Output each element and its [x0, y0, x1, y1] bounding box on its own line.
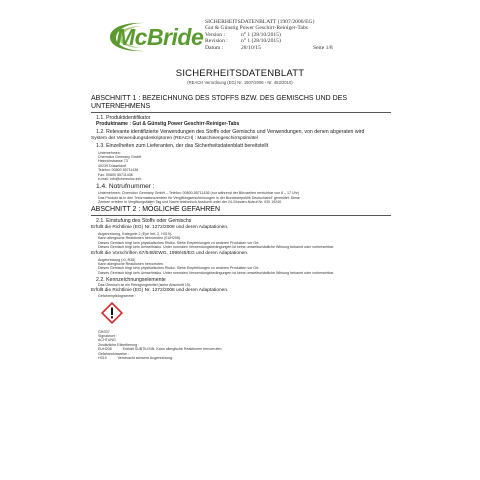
classification-line: Dieses Gemisch birgt kein physikalisches Risiko. Siehe Empfehlungen zu anderen Produkten vor Ort.	[98, 266, 260, 271]
classification-line: Kann allergische Reaktionen hervorrufen.	[98, 261, 165, 266]
extra-labeling-label: Zusätzliche Etikettierung :	[98, 342, 140, 347]
document-header	[205, 19, 333, 51]
subsection-1-4: 1.4. Notrufnummer :	[96, 182, 155, 190]
subsection-2-1: 2.1. Einstufung des Stoffs oder Gemischs	[96, 217, 192, 224]
classification-line: Augenreizung, Kategorie 2 (Eye Irrit. 2, H319).	[98, 231, 172, 236]
label-elements-note: Das Gemisch ist ein Reinigungsmittel (siehe Abschnitt 15).	[98, 282, 192, 287]
clp-regulation-heading-2: Erfüllt die Richtlinie (EG) Nr. 1272/2008 und deren Adaptationen.	[91, 288, 229, 294]
dsd-regulation-heading: Erfüllt die Vorschriften 67/548/EWG, 1999/45/EG und deren Adaptationen.	[91, 250, 249, 256]
document-body	[91, 94, 391, 360]
document-subtitle: (REACH Verordnung (EG) Nr. 1907/2006 - Nr. 453/2010)	[187, 80, 293, 85]
revision-label: Revision :	[205, 38, 228, 45]
emergency-block	[98, 191, 391, 204]
subsection-1-3: 1.3. Einzelheiten zum Lieferanten, der das Sicherheitsdatenblatt bereitstellt	[96, 143, 269, 150]
emergency-line: Das Produkt ist in den "Informationszentren für Vergiftungserscheinungen in der Bundesrepublik Deutschland" gemeldet. Diese	[98, 195, 300, 200]
classification-line: Dieses Gemisch birgt kein Umweltrisiko. Unter normalen Verwendungsbedingungen ist keine umweltschädliche Wirkung bekannt oder vorhersehbar.	[98, 245, 335, 250]
classification-line: Dieses Gemisch birgt kein Umweltrisiko. Unter normalen Verwendungsbedingungen ist keine umweltschädliche Wirkung bekannt oder vorhersehbar.	[98, 270, 335, 275]
classification-line: Augenreizung (Xi, R36)	[98, 257, 136, 262]
hazard-statements-label: Gefahrenhinweise :	[98, 351, 129, 356]
clp-classification	[98, 232, 391, 250]
date-value: 28/10/15	[241, 44, 261, 51]
supplier-line: e-mail: info@chemolux.info	[98, 177, 142, 182]
supplier-line: Chemolux Germany GmbH	[98, 155, 142, 160]
classification-line: Kann allergische Reaktionen hervorrufen (EUH208).	[98, 236, 182, 241]
supplier-line: 40239 Düsseldorf	[98, 163, 127, 168]
supplier-line: Telefon: 00800 55711436	[98, 168, 139, 173]
supplier-line: Unternehmen:	[98, 150, 121, 155]
clp-regulation-heading: Erfüllt die Richtlinie (EG) Nr. 1272/2008 und deren Adaptationen.	[91, 224, 229, 230]
section-2-heading: ABSCHNITT 2 : MÖGLICHE GEFAHREN	[91, 205, 221, 213]
header-title: SICHERHEITSDATENBLATT (1907/2006/EG)	[205, 19, 315, 25]
emergency-line: Zentren erteilen in Vergiftungsfällen Tag und Nacht telefonisch Auskunft unter der 24-Stunden-Notruf Nr. 030 19240.	[98, 200, 283, 205]
page-number: Seite 1/8	[313, 44, 333, 51]
signal-word-label: Signalwort :	[98, 334, 117, 339]
product-name: Produktname : Gut & Günstig Power Geschirr-Reiniger-Tabs	[96, 121, 240, 128]
pictogram-code: GHS07	[98, 329, 110, 334]
document-title: SICHERHEITSDATENBLATT	[175, 68, 305, 79]
exclamation-warning-icon	[101, 302, 123, 324]
euh208-statement: EUH208 Enthält SUBTILISIN. Kann allergische Reaktionen hervorrufen.	[98, 347, 223, 352]
subsection-1-1: 1.1. Produktidentifikator	[96, 115, 151, 121]
subsection-1-2: 1.2. Relevante identifizierte Verwendungen des Stoffs oder Gemischs und Verwendungen, von denen abgeraten wird	[96, 128, 365, 135]
signal-word-value: ACHTUNG	[98, 338, 116, 343]
version-value: n° 1 (28/10/2015)	[241, 31, 281, 38]
supplier-line: Fax: 00800 55711436	[98, 172, 133, 177]
dsd-classification	[98, 258, 391, 276]
section-divider	[91, 215, 391, 216]
logo-wordmark: McBride	[116, 24, 204, 50]
subsection-2-2: 2.2. Kennzeichnungselemente	[96, 276, 166, 283]
classification-line: Dieses Gemisch birgt kein physikalisches Risiko. Siehe Empfehlungen zu anderen Produkten vor Ort.	[98, 240, 260, 245]
section-divider	[91, 112, 391, 113]
h319-statement: H319 Verursacht schwere Augenreizung.	[98, 356, 174, 361]
supplier-line: Heinrichstrasse 73	[98, 159, 128, 164]
version-label: Version :	[205, 31, 226, 38]
pictogram-label: Gefahrenpiktogramme :	[98, 294, 136, 299]
use-descriptor: System der Verwendungsdeskriptoren (REACH) : Maschinengeschirrspülmittel	[91, 135, 258, 141]
header-product: Gut & Günstig Power Geschirr-Reiniger-Tabs	[205, 25, 308, 32]
section-1-heading: ABSCHNITT 1 : BEZEICHNUNG DES STOFFS BZW. DES GEMISCHS UND DES UNTERNEHMENS	[91, 95, 348, 110]
date-label: Datum :	[205, 44, 224, 51]
supplier-block	[98, 151, 391, 182]
revision-value: n° 1 (28/10/2015)	[241, 38, 281, 45]
emergency-line: Unternehmen: Chemolux Germany GmbH – Telefon: 00800-55711436 (nur während der Bürozeiten erreichbar von 8 – 17 Uhr)	[98, 191, 300, 196]
